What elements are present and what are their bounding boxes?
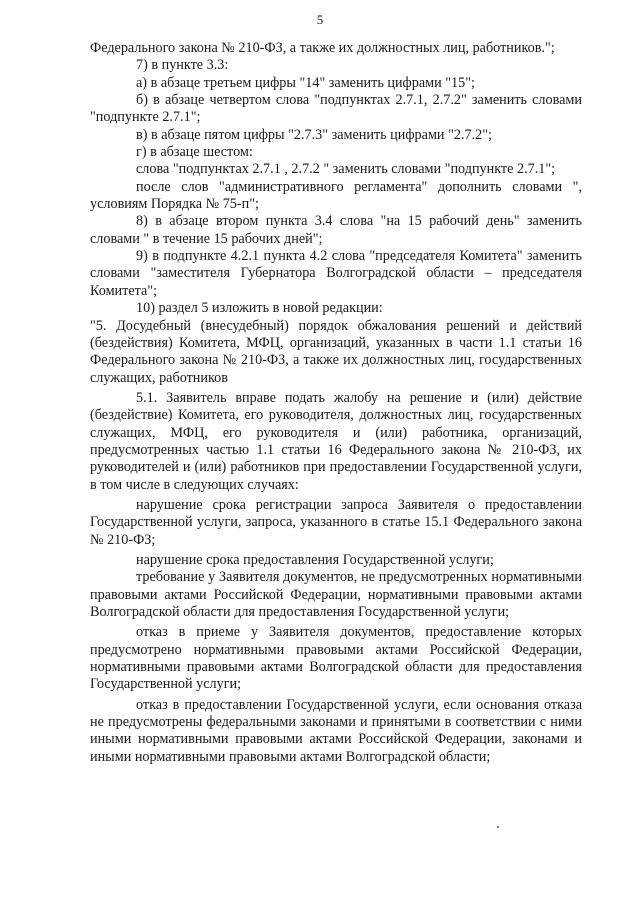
paragraph-6: г) в абзаце шестом: bbox=[136, 144, 253, 161]
paragraph-2: 7) в пункте 3.3: bbox=[136, 57, 229, 74]
paragraph-9: 8) в абзаце втором пункта 3.4 слова "на 15 рабочий день" заменить словами " в течение 15 рабочих дней"; bbox=[90, 213, 582, 247]
document-body bbox=[90, 40, 582, 766]
list-item-1: нарушение срока регистрации запроса Заявителя о предоставлении Государственной услуги, запроса, указанного в статье 15.1 Федерального закона № 210-ФЗ; bbox=[90, 496, 582, 548]
paragraph-1: Федерального закона № 210-ФЗ, а также их должностных лиц, работников."; bbox=[90, 40, 555, 56]
scan-speck bbox=[497, 826, 499, 828]
list-item-3: требование у Заявителя документов, не предусмотренных нормативными правовыми актами Российской Федерации, нормативными правовыми актами Волгоградской области для предоставления Государственной услуги; bbox=[90, 569, 582, 620]
paragraph-3: а) в абзаце третьем цифры "14" заменить цифрами "15"; bbox=[136, 74, 475, 91]
paragraph-7: слова "подпунктах 2.7.1 , 2.7.2 " заменить словами "подпункте 2.7.1"; bbox=[136, 161, 556, 178]
paragraph-8: после слов "административного регламента" дополнить словами ", условиям Порядка № 75-п"; bbox=[90, 178, 582, 213]
section-5-heading: "5. Досудебный (внесудебный) порядок обжалования решений и действий (бездействия) Комитета, МФЦ, организаций, указанных в части 1.1 статьи 16 Федерального закона № 210-ФЗ, а также их должностных лиц, государственных служащих, работников bbox=[90, 317, 582, 386]
paragraph-4: б) в абзаце четвертом слова "подпунктах 2.7.1, 2.7.2" заменить словами "подпункте 2.7.1"; bbox=[90, 92, 582, 126]
list-item-2: нарушение срока предоставления Государственной услуги; bbox=[136, 551, 494, 568]
list-item-5: отказ в предоставлении Государственной услуги, если основания отказа не предусмотрены федеральными законами и принятыми в соответствии с ними иными нормативными правовыми актами Российской Федерации, законами и иными нормативными правовыми актами Волгоградской области; bbox=[90, 696, 582, 765]
page-number: 5 bbox=[316, 12, 324, 27]
list-item-4: отказ в приеме у Заявителя документов, предоставление которых предусмотрено нормативными правовыми актами Российской Федерации, нормативными правовыми актами Волгоградской области для предоставления Государственной услуги; bbox=[90, 624, 582, 693]
paragraph-5-1: 5.1. Заявитель вправе подать жалобу на решение и (или) действие (бездействие) Комитета, его руководителя, должностных лиц, государственных служащих, МФЦ, его руководителя и (или) работника, организаций, предусмотренных частью 1.1 статьи 16 Федерального закона № 210-ФЗ, их руководителей и (или) работников при предоставлении Государственной услуги, в том числе в следующих случаях: bbox=[90, 389, 582, 493]
paragraph-11: 10) раздел 5 изложить в новой редакции: bbox=[136, 300, 383, 317]
paragraph-5: в) в абзаце пятом цифры "2.7.3" заменить цифрами "2.7.2"; bbox=[136, 126, 492, 143]
paragraph-10: 9) в подпункте 4.2.1 пункта 4.2 слова "председателя Комитета" заменить словами "заместителя Губернатора Волгоградской области – председателя Комитета"; bbox=[90, 248, 582, 299]
